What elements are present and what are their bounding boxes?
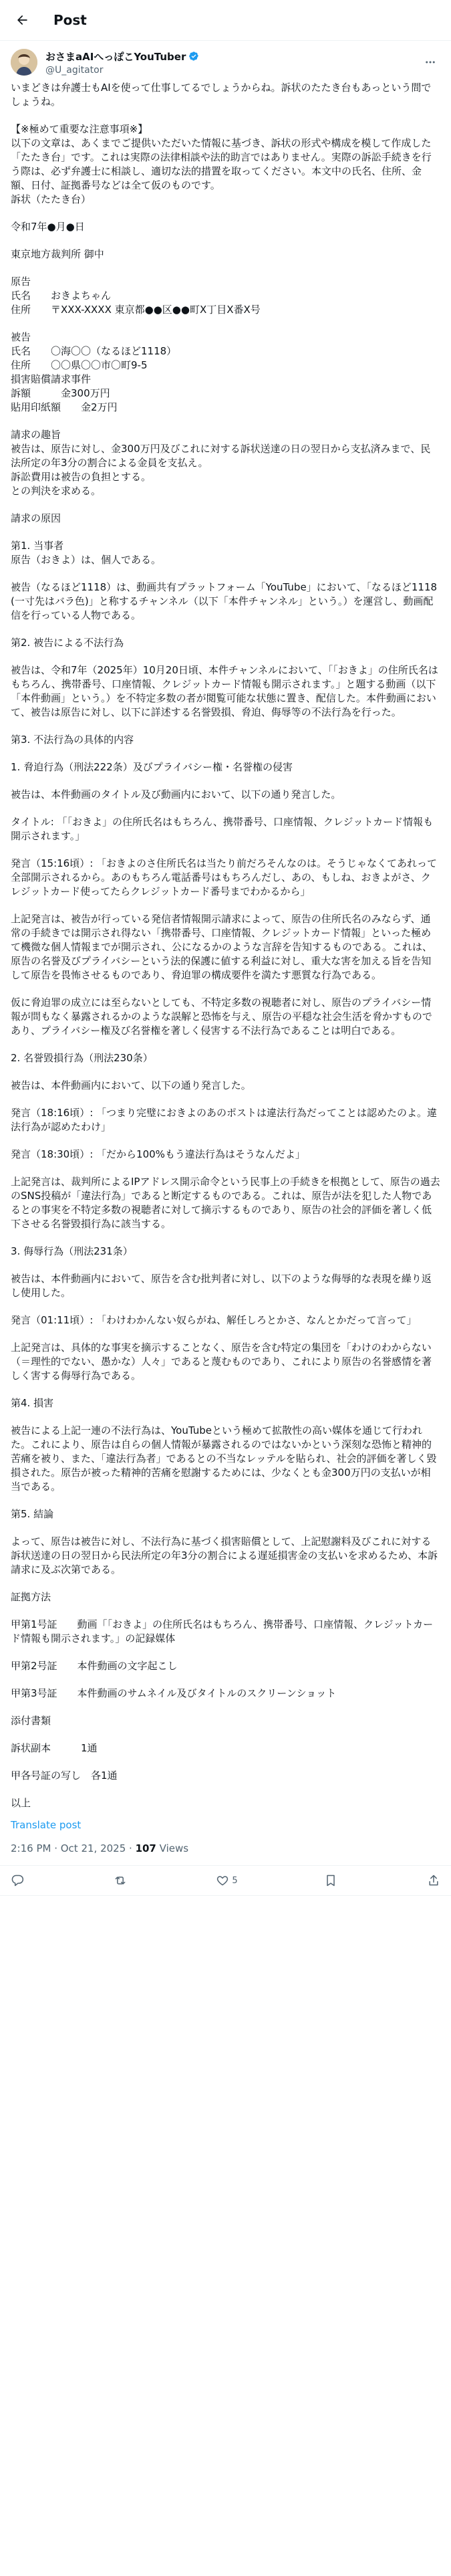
more-icon: [424, 56, 436, 68]
back-arrow-icon: [15, 13, 29, 27]
post-paragraph: 上記発言は、裁判所によるIPアドレス開示命令という民事上の手続きを根拠として、原告の過去のSNS投稿が「違法行為」であると断定するものである。これは、原告が法を犯した人物であるとの事実を不特定多数の視聴者に対して摘示するものであり、原告の社会的評価を著しく低下させる名誉毀損行為に該当する。: [11, 1176, 440, 1230]
post-paragraph: 被告は、本件動画内において、以下の通り発言した。: [11, 1079, 251, 1091]
post-paragraph: 原告 氏名 おきよちゃん 住所 〒XXX-XXXX 東京都●●区●●町X丁目X番X号: [11, 276, 261, 316]
translate-post-link[interactable]: Translate post: [11, 1819, 82, 1831]
post-paragraph: 発言（18:16頃）: 「つまり完璧におきよのあのポストは違法行為だってことは認めたのよ。違法行為が認めたわけ」: [11, 1107, 438, 1133]
views-label: Views: [156, 1842, 189, 1854]
post-paragraph: 仮に脅迫罪の成立には至らないとしても、不特定多数の視聴者に対し、原告のプライバシー情報が問もなく暴露されるかのような誤解と恐怖を与え、原告の平穏な社会生活を脅かすものであり、プライバシー権及び名誉権を著しく侵害する不法行為であることは明白である。: [11, 996, 432, 1037]
author-name[interactable]: おさまaAIへっぽこYouTuber: [45, 50, 186, 63]
post-paragraph: 被告 氏名 〇海〇〇（なるほど1118） 住所 〇〇県〇〇市〇町9-5 損害賠償請求事件 訴額 金300万円 貼用印紙額 金2万円: [11, 331, 177, 413]
post-paragraph: 甲第2号証 本件動画の文字起こし: [11, 1660, 178, 1672]
verified-badge-icon: [188, 51, 199, 62]
repost-icon: [114, 1874, 127, 1887]
share-icon: [427, 1874, 440, 1887]
post-body: [0, 76, 451, 1865]
post-paragraph: 以上: [11, 1797, 31, 1809]
post-paragraph: 被告による上記一連の不法行為は、YouTubeという極めて拡散性の高い媒体を通じて行われた。これにより、原告は自らの個人情報が暴露されるのではないかという深刻な恐怖と精神的苦痛を被り、また、「違法行為者」であるとの不当なレッテルを貼られ、社会的評価を著しく毀損された。原告が被った精神的苦痛を慰謝するためには、少なくとも金300万円の支払いが相当である。: [11, 1424, 437, 1493]
post-paragraph: 甲各号証の写し 各1通: [11, 1769, 118, 1782]
views-count: 107: [135, 1842, 156, 1854]
like-icon: [216, 1874, 229, 1887]
post-paragraph: 第4. 損害: [11, 1397, 54, 1409]
post-paragraph: タイトル: 「「おきよ」の住所氏名はもちろん、携帯番号、口座情報、クレジットカード情報も開示されます。」: [11, 816, 434, 842]
post-paragraph: よって、原告は被告に対し、不法行為に基づく損害賠償として、上記慰謝料及びこれに対する訴状送達の日の翌日から民法所定の年3分の割合による遅延損害金の支払いを求めるため、本訴請求に及ぶ次第である。: [11, 1535, 438, 1576]
page-title: Post: [53, 12, 87, 28]
post-paragraph: 第2. 被告による不法行為: [11, 637, 124, 649]
post-paragraph: 第3. 不法行為の具体的内容: [11, 734, 134, 746]
author-handle[interactable]: @U_agitator: [45, 64, 104, 76]
back-button[interactable]: [11, 9, 33, 31]
post-paragraph: いまどきは弁護士もAIを使って仕事してるでしょうからね。訴状のたたき台もあっという間でしょうね。: [11, 82, 432, 108]
bookmark-icon: [324, 1874, 337, 1887]
post-paragraph: 上記発言は、具体的な事実を摘示することなく、原告を含む特定の集団を「わけのわからない（＝理性的でない、愚かな）人々」であると蔑むものであり、これにより原告の名誉感情を著しく害する侮辱行為である。: [11, 1341, 432, 1382]
bookmark-button[interactable]: [324, 1874, 340, 1887]
post-paragraph: 訴状副本 1通: [11, 1742, 98, 1754]
like-count: 5: [232, 1875, 238, 1886]
top-bar: [0, 0, 451, 41]
share-button[interactable]: [427, 1874, 440, 1887]
post-meta: [11, 1838, 440, 1865]
like-button[interactable]: [216, 1874, 237, 1887]
post-paragraph: 添付書類: [11, 1715, 51, 1727]
post-timestamp[interactable]: 2:16 PM · Oct 21, 2025 ·: [11, 1842, 136, 1854]
post-paragraph: 2. 名誉毀損行為（刑法230条）: [11, 1052, 153, 1064]
post-paragraph: 第5. 結論: [11, 1508, 54, 1520]
action-bar: [0, 1865, 451, 1896]
post-paragraph: 請求の趣旨 被告は、原告に対し、金300万円及びこれに対する訴状送達の日の翌日から支払済みまで、民法所定の年3分の割合による金員を支払え。 訴訟費用は被告の負担とする。 との判決を求める。: [11, 429, 431, 497]
post-paragraph: 上記発言は、被告が行っている発信者情報開示請求によって、原告の住所氏名のみならず、通常の手続きでは開示され得ない「携帯番号、口座情報、クレジットカード情報」といった極めて機微な個人情報までが開示され、公になるかのような言辞を告知するものである。これは、原告の名誉及びプライバシーという法的保護に値する利益に対し、重大な害を加える旨を告知して原告を畏怖させるものであり、脅迫罪の構成要件を満たす悪質な行為である。: [11, 913, 432, 981]
post-paragraph: 発言（15:16頃）: 「おきよのさ住所氏名は当たり前だろそんなのは。そうじゃなくてあれって全部開示されるから。あのもちろん電話番号はもちろんだし、あの、もしね、おきよがさ、クレジットカード使ってたらクレジットカード番号までわかるから」: [11, 857, 438, 897]
post-paragraph: 発言（01:11頃）: 「わけわかんない奴らがね、解任しろとかさ、なんとかだって言って」: [11, 1314, 417, 1326]
repost-button[interactable]: [114, 1874, 130, 1887]
post-paragraph: 発言（18:30頃）: 「だから100%もう違法行為はそうなんだよ」: [11, 1148, 305, 1160]
post-paragraph: 令和7年●月●日: [11, 221, 85, 233]
post-paragraph: 被告（なるほど1118）は、動画共有プラットフォーム「YouTube」において、「なるほど1118(一寸先はバラ色)」と称するチャンネル（以下「本件チャンネル」という。）を運営し、動画配信を行っている人物である。: [11, 581, 438, 621]
post-author: [0, 41, 451, 76]
post-paragraph: 被告は、本件動画内において、原告を含む批判者に対し、以下のような侮辱的な表現を繰り返し使用した。: [11, 1273, 432, 1299]
post-paragraph: 3. 侮辱行為（刑法231条）: [11, 1245, 133, 1257]
reply-button[interactable]: [11, 1874, 27, 1887]
reply-icon: [11, 1874, 24, 1887]
post-paragraph: 請求の原因: [11, 512, 61, 524]
post-paragraph: 被告は、本件動画のタイトル及び動画内において、以下の通り発言した。: [11, 788, 341, 800]
post-paragraph: 東京地方裁判所 御中: [11, 248, 104, 260]
post-paragraph: 甲第3号証 本件動画のサムネイル及びタイトルのスクリーンショット: [11, 1687, 337, 1699]
post-paragraph: 第1. 当事者 原告（おきよ）は、個人である。: [11, 540, 162, 566]
post-paragraph: 1. 脅迫行為（刑法222条）及びプライバシー権・名誉権の侵害: [11, 761, 293, 773]
post-text: [11, 81, 440, 1810]
post-paragraph: 【※極めて重要な注意事項※】 以下の文章は、あくまでご提供いただいた情報に基づき、訴状の形式や構成を模して作成した「たたき台」です。これは実際の法律相談や法的助言ではありません。実際の訴訟手続きを行う際は、必ず弁護士に相談し、適切な法的措置を取ってください。本文中の氏名、住所、金額、日付、証拠番号などは全て仮のものです。 訴状（たたき台）: [11, 123, 432, 205]
more-button[interactable]: [420, 52, 440, 72]
post-paragraph: 証拠方法: [11, 1591, 51, 1603]
post-paragraph: 被告は、令和7年（2025年）10月20日頃、本件チャンネルにおいて、「「おきよ」の住所氏名はもちろん、携帯番号、口座情報、クレジットカード情報も開示されます。」と題する動画（以下「本件動画」という。）を不特定多数の者が閲覧可能な状態に置き、配信した。本件動画において、被告は原告に対し、以下に詳述する名誉毀損、脅迫、侮辱等の不法行為を行った。: [11, 664, 438, 718]
avatar[interactable]: [11, 49, 37, 76]
post-paragraph: 甲第1号証 動画「「おきよ」の住所氏名はもちろん、携帯番号、口座情報、クレジットカード情報も開示されます。」の記録媒体: [11, 1618, 434, 1644]
